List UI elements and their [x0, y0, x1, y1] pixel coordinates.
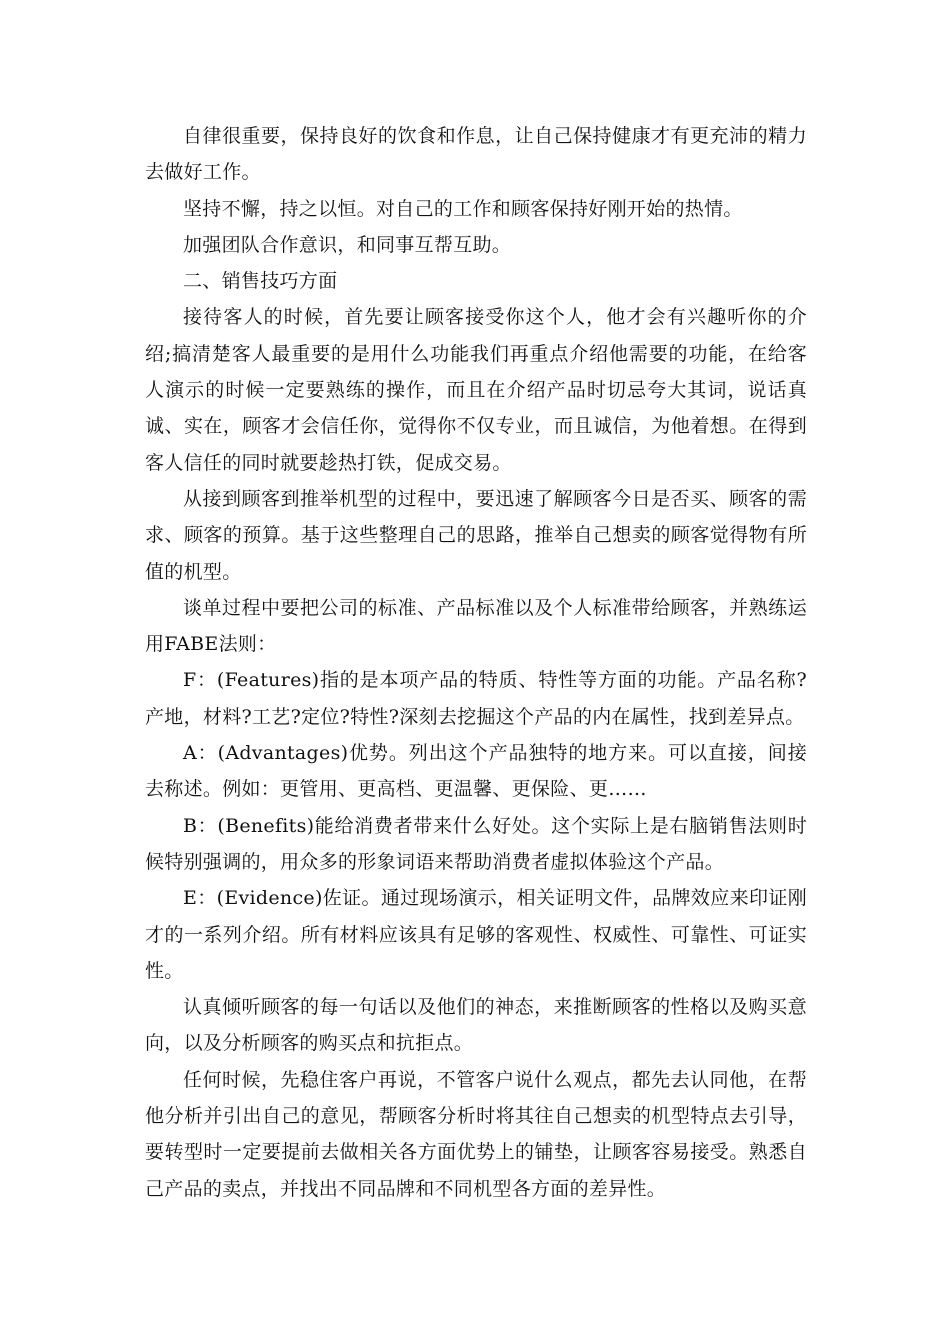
paragraph-stabilize-customer: 任何时候，先稳住客户再说，不管客户说什么观点，都先去认同他，在帮他分析并引出自己的意见，帮顾客分析时将其往自己想卖的机型特点去引导，要转型时一定要提前去做相关各方面优势上的铺垫，让顾客容易接受。熟悉自己产品的卖点，并找出不同品牌和不同机型各方面的差异性。 [145, 1068, 807, 1200]
paragraph-fabe-advantages: A：(Advantages)优势。列出这个产品独特的地方来。可以直接，间接去称述。例如：更管用、更高档、更温馨、更保险、更…… [145, 742, 807, 801]
paragraph-recommending-models: 从接到顾客到推举机型的过程中，要迅速了解顾客今日是否买、顾客的需求、顾客的预算。基于这些整理自己的思路，推举自己想卖的顾客觉得物有所值的机型。 [145, 487, 807, 583]
document-body [145, 118, 807, 1207]
section-heading-sales-skills: 二、销售技巧方面 [183, 270, 338, 293]
paragraph-receiving-customers: 接待客人的时候，首先要让顾客接受你这个人，他才会有兴趣听你的介绍;搞清楚客人最重要的是用什么功能我们再重点介绍他需要的功能，在给客人演示的时候一定要熟练的操作，而且在介绍产品时切忌夸大其词，说话真诚、实在，顾客才会信任你，觉得你不仅专业，而且诚信，为他着想。在得到客人信任的同时就要趁热打铁，促成交易。 [145, 306, 807, 474]
paragraph-fabe-benefits: B：(Benefits)能给消费者带来什么好处。这个实际上是右脑销售法则时候特别强调的，用众多的形象词语来帮助消费者虚拟体验这个产品。 [145, 814, 807, 873]
paragraph-perseverance: 坚持不懈，持之以恒。对自己的工作和顾客保持好刚开始的热情。 [183, 197, 743, 220]
paragraph-fabe-intro: 谈单过程中要把公司的标准、产品标准以及个人标准带给顾客，并熟练运用FABE法则： [145, 596, 807, 656]
paragraph-fabe-evidence: E：(Evidence)佐证。通过现场演示，相关证明文件，品牌效应来印证刚才的一系列介绍。所有材料应该具有足够的客观性、权威性、可靠性、可证实性。 [145, 887, 807, 982]
paragraph-teamwork: 加强团队合作意识，和同事互帮互助。 [183, 233, 512, 256]
paragraph-self-discipline: 自律很重要，保持良好的饮食和作息，让自己保持健康才有更充沛的精力去做好工作。 [145, 125, 807, 184]
paragraph-fabe-features: F：(Features)指的是本项产品的特质、特性等方面的功能。产品名称?产地，材料?工艺?定位?特性?深刻去挖掘这个产品的内在属性，找到差异点。 [145, 669, 807, 728]
paragraph-listening: 认真倾听顾客的每一句话以及他们的神态，来推断顾客的性格以及购买意向，以及分析顾客的购买点和抗拒点。 [145, 996, 807, 1055]
